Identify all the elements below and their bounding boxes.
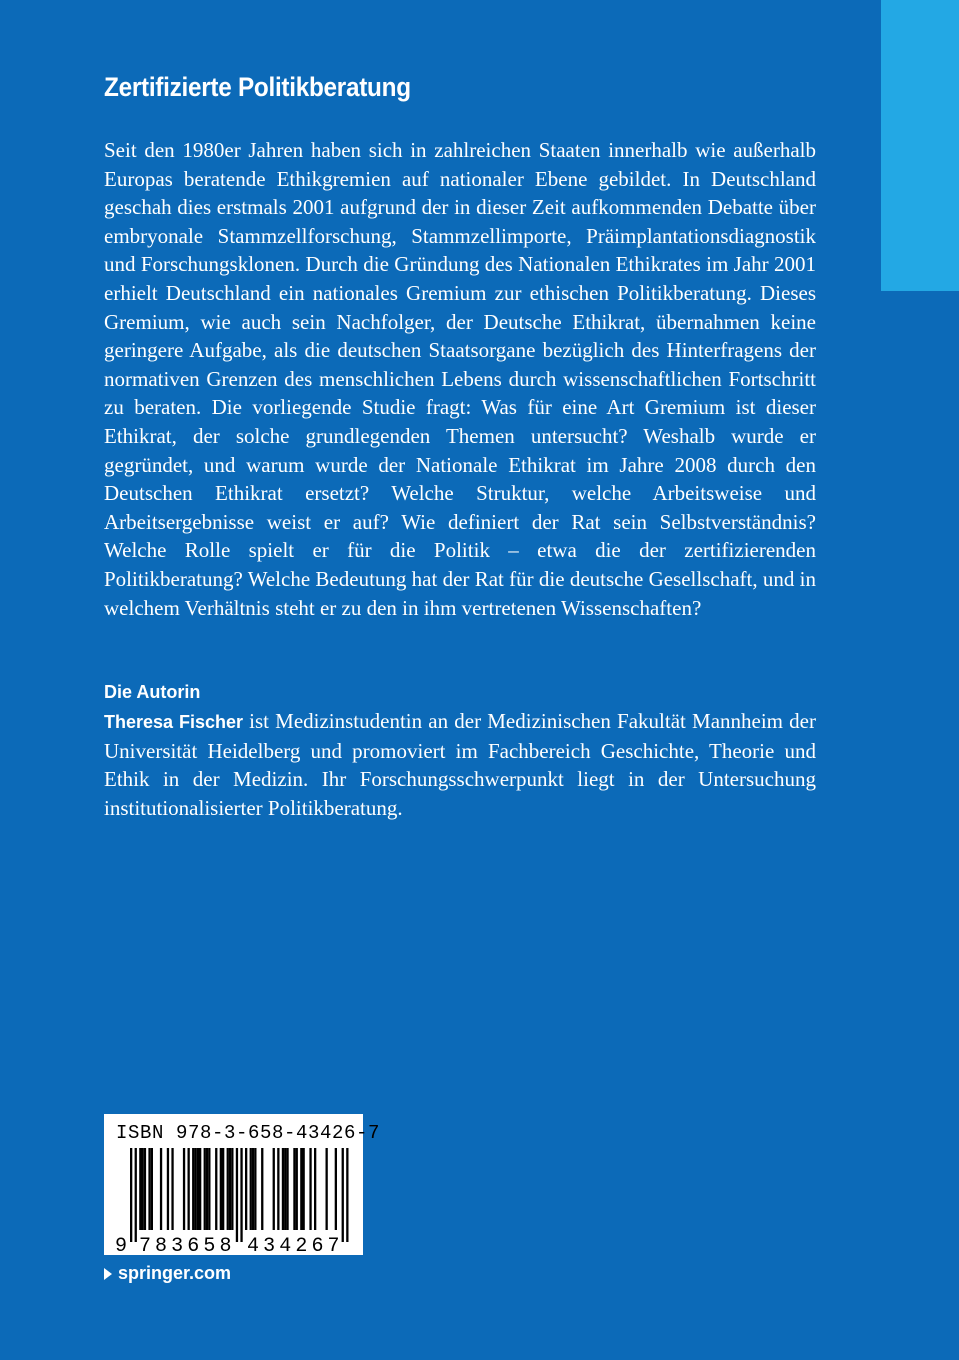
author-bio-text: ist Medizinstudentin an der Medizinischen Fakultät Mannheim der Universität Heidelberg und promoviert im Fachbereich Geschichte, Theorie und Ethik in der Medizin. Ihr Forschungsschwerpunkt liegt in der Untersuchung institutionalisierter Politikberatung. bbox=[104, 709, 816, 820]
page-title: Zertifizierte Politikberatung bbox=[104, 72, 411, 102]
isbn-barcode bbox=[104, 1114, 381, 1255]
barcode-bar bbox=[130, 1148, 132, 1242]
author-bio bbox=[104, 707, 816, 822]
accent-strip bbox=[881, 0, 959, 291]
barcode-digit: 6 bbox=[311, 1235, 324, 1255]
barcode-bar bbox=[303, 1148, 305, 1230]
barcode-bar bbox=[300, 1148, 302, 1230]
barcode-bar bbox=[197, 1148, 199, 1230]
barcode-bar bbox=[273, 1148, 275, 1230]
arrow-right-icon bbox=[104, 1268, 112, 1280]
barcode-bar bbox=[231, 1148, 233, 1230]
author-heading: Die Autorin bbox=[104, 682, 201, 702]
barcode-bar bbox=[208, 1148, 210, 1230]
barcode-bar bbox=[171, 1148, 173, 1230]
barcode-bar bbox=[167, 1148, 169, 1230]
barcode-digit: 6 bbox=[187, 1235, 200, 1255]
barcode-bar bbox=[222, 1148, 224, 1230]
barcode-bar bbox=[144, 1148, 146, 1230]
barcode-bar bbox=[326, 1148, 328, 1230]
barcode-bar bbox=[284, 1148, 286, 1230]
barcode-bar bbox=[188, 1148, 190, 1230]
barcode-bar bbox=[346, 1148, 348, 1242]
barcode-digit: 5 bbox=[203, 1235, 216, 1255]
barcode-digit: 7 bbox=[327, 1235, 340, 1255]
barcode-bar bbox=[204, 1148, 206, 1230]
barcode-bar bbox=[252, 1148, 254, 1230]
barcode-bar bbox=[135, 1148, 137, 1242]
barcode-digit: 2 bbox=[295, 1235, 308, 1255]
barcode-bar bbox=[220, 1148, 222, 1230]
barcode-digit: 4 bbox=[279, 1235, 292, 1255]
publisher-link[interactable] bbox=[104, 1263, 231, 1284]
barcode-bar bbox=[277, 1148, 279, 1230]
barcode-digit: 7 bbox=[138, 1235, 151, 1255]
barcode-bar bbox=[286, 1148, 288, 1230]
barcode-bar bbox=[296, 1148, 298, 1230]
isbn-label: ISBN 978-3-658-43426-7 bbox=[116, 1122, 381, 1144]
barcode-digit: 8 bbox=[219, 1235, 232, 1255]
barcode-bar bbox=[139, 1148, 141, 1230]
barcode-bar bbox=[293, 1148, 295, 1230]
barcode-bar bbox=[183, 1148, 185, 1230]
barcode-bar bbox=[261, 1148, 263, 1230]
barcode-bar bbox=[229, 1148, 231, 1230]
barcode-digit: 9 bbox=[114, 1235, 128, 1255]
barcode-bar bbox=[250, 1148, 252, 1230]
barcode-bar bbox=[227, 1148, 229, 1230]
blurb-text: Seit den 1980er Jahren haben sich in zahlreichen Staaten innerhalb wie außerhalb Europas beratende Ethikgremien auf nationaler Ebene gebildet. In Deutschland geschah dies erstmals 2001 aufgrund der in dieser Zeit aufkommenden Debatte über embryonale Stammzellforschung, Stammzellimporte, Präimplantationsdiagnostik und Forschungsklonen. Durch die Gründung des Nationalen Ethikrates im Jahr 2001 erhielt Deutschland ein nationales Gremium zur ethischen Politikberatung. Dieses Gremium, wie auch sein Nachfolger, der Deutsche Ethikrat, übernahmen keine geringere Aufgabe, als die deutschen Staatsorgane bezüglich des Hinterfragens der normativen Grenzen des menschlichen Lebens durch wissenschaftlichen Fortschritt zu beraten. Die vorliegende Studie fragt: Was für eine Art Gremium ist dieser Ethikrat, der solche grundlegenden Themen untersucht? Weshalb wurde er gegründet, und warum wurde der Nationale Ethikrat im Jahre 2008 durch den Deutschen Ethikrat ersetzt? Welche Struktur, welche Arbeitsweise und Arbeitsergebnisse weist er auf? Wie definiert der Rat sein Selbstverständnis? Welche Rolle spielt er für die Politik – etwa die der zertifizierenden Politikberatung? Welche Bedeutung hat der Rat für die deutsche Gesellschaft, und in welchem Verhältnis steht er zu den in ihm vertretenen Wissenschaften? bbox=[104, 138, 816, 620]
barcode-bar bbox=[314, 1148, 316, 1230]
barcode-bar bbox=[142, 1148, 144, 1230]
barcode-bar bbox=[335, 1148, 337, 1230]
barcode-bar bbox=[342, 1148, 344, 1242]
barcode-bar bbox=[160, 1148, 162, 1230]
barcode-bar bbox=[192, 1148, 194, 1230]
barcode-digit: 3 bbox=[171, 1235, 184, 1255]
barcode-digit: 4 bbox=[247, 1235, 260, 1255]
barcode-bar bbox=[254, 1148, 256, 1230]
barcode-bar bbox=[245, 1148, 247, 1230]
barcode-bar bbox=[215, 1148, 217, 1230]
barcode-digit: 8 bbox=[155, 1235, 168, 1255]
barcode-digit: 3 bbox=[263, 1235, 276, 1255]
barcode-bar bbox=[194, 1148, 196, 1230]
publisher-url: springer.com bbox=[118, 1263, 232, 1283]
barcode-bar bbox=[236, 1148, 238, 1242]
barcode-bar bbox=[199, 1148, 201, 1230]
author-name: Theresa Fischer bbox=[104, 712, 243, 732]
barcode-bar bbox=[206, 1148, 208, 1230]
barcode-bar bbox=[151, 1148, 153, 1230]
barcode-bar bbox=[240, 1148, 242, 1242]
barcode-bar bbox=[309, 1148, 311, 1230]
barcode-bar bbox=[282, 1148, 284, 1230]
barcode-bar bbox=[148, 1148, 150, 1230]
